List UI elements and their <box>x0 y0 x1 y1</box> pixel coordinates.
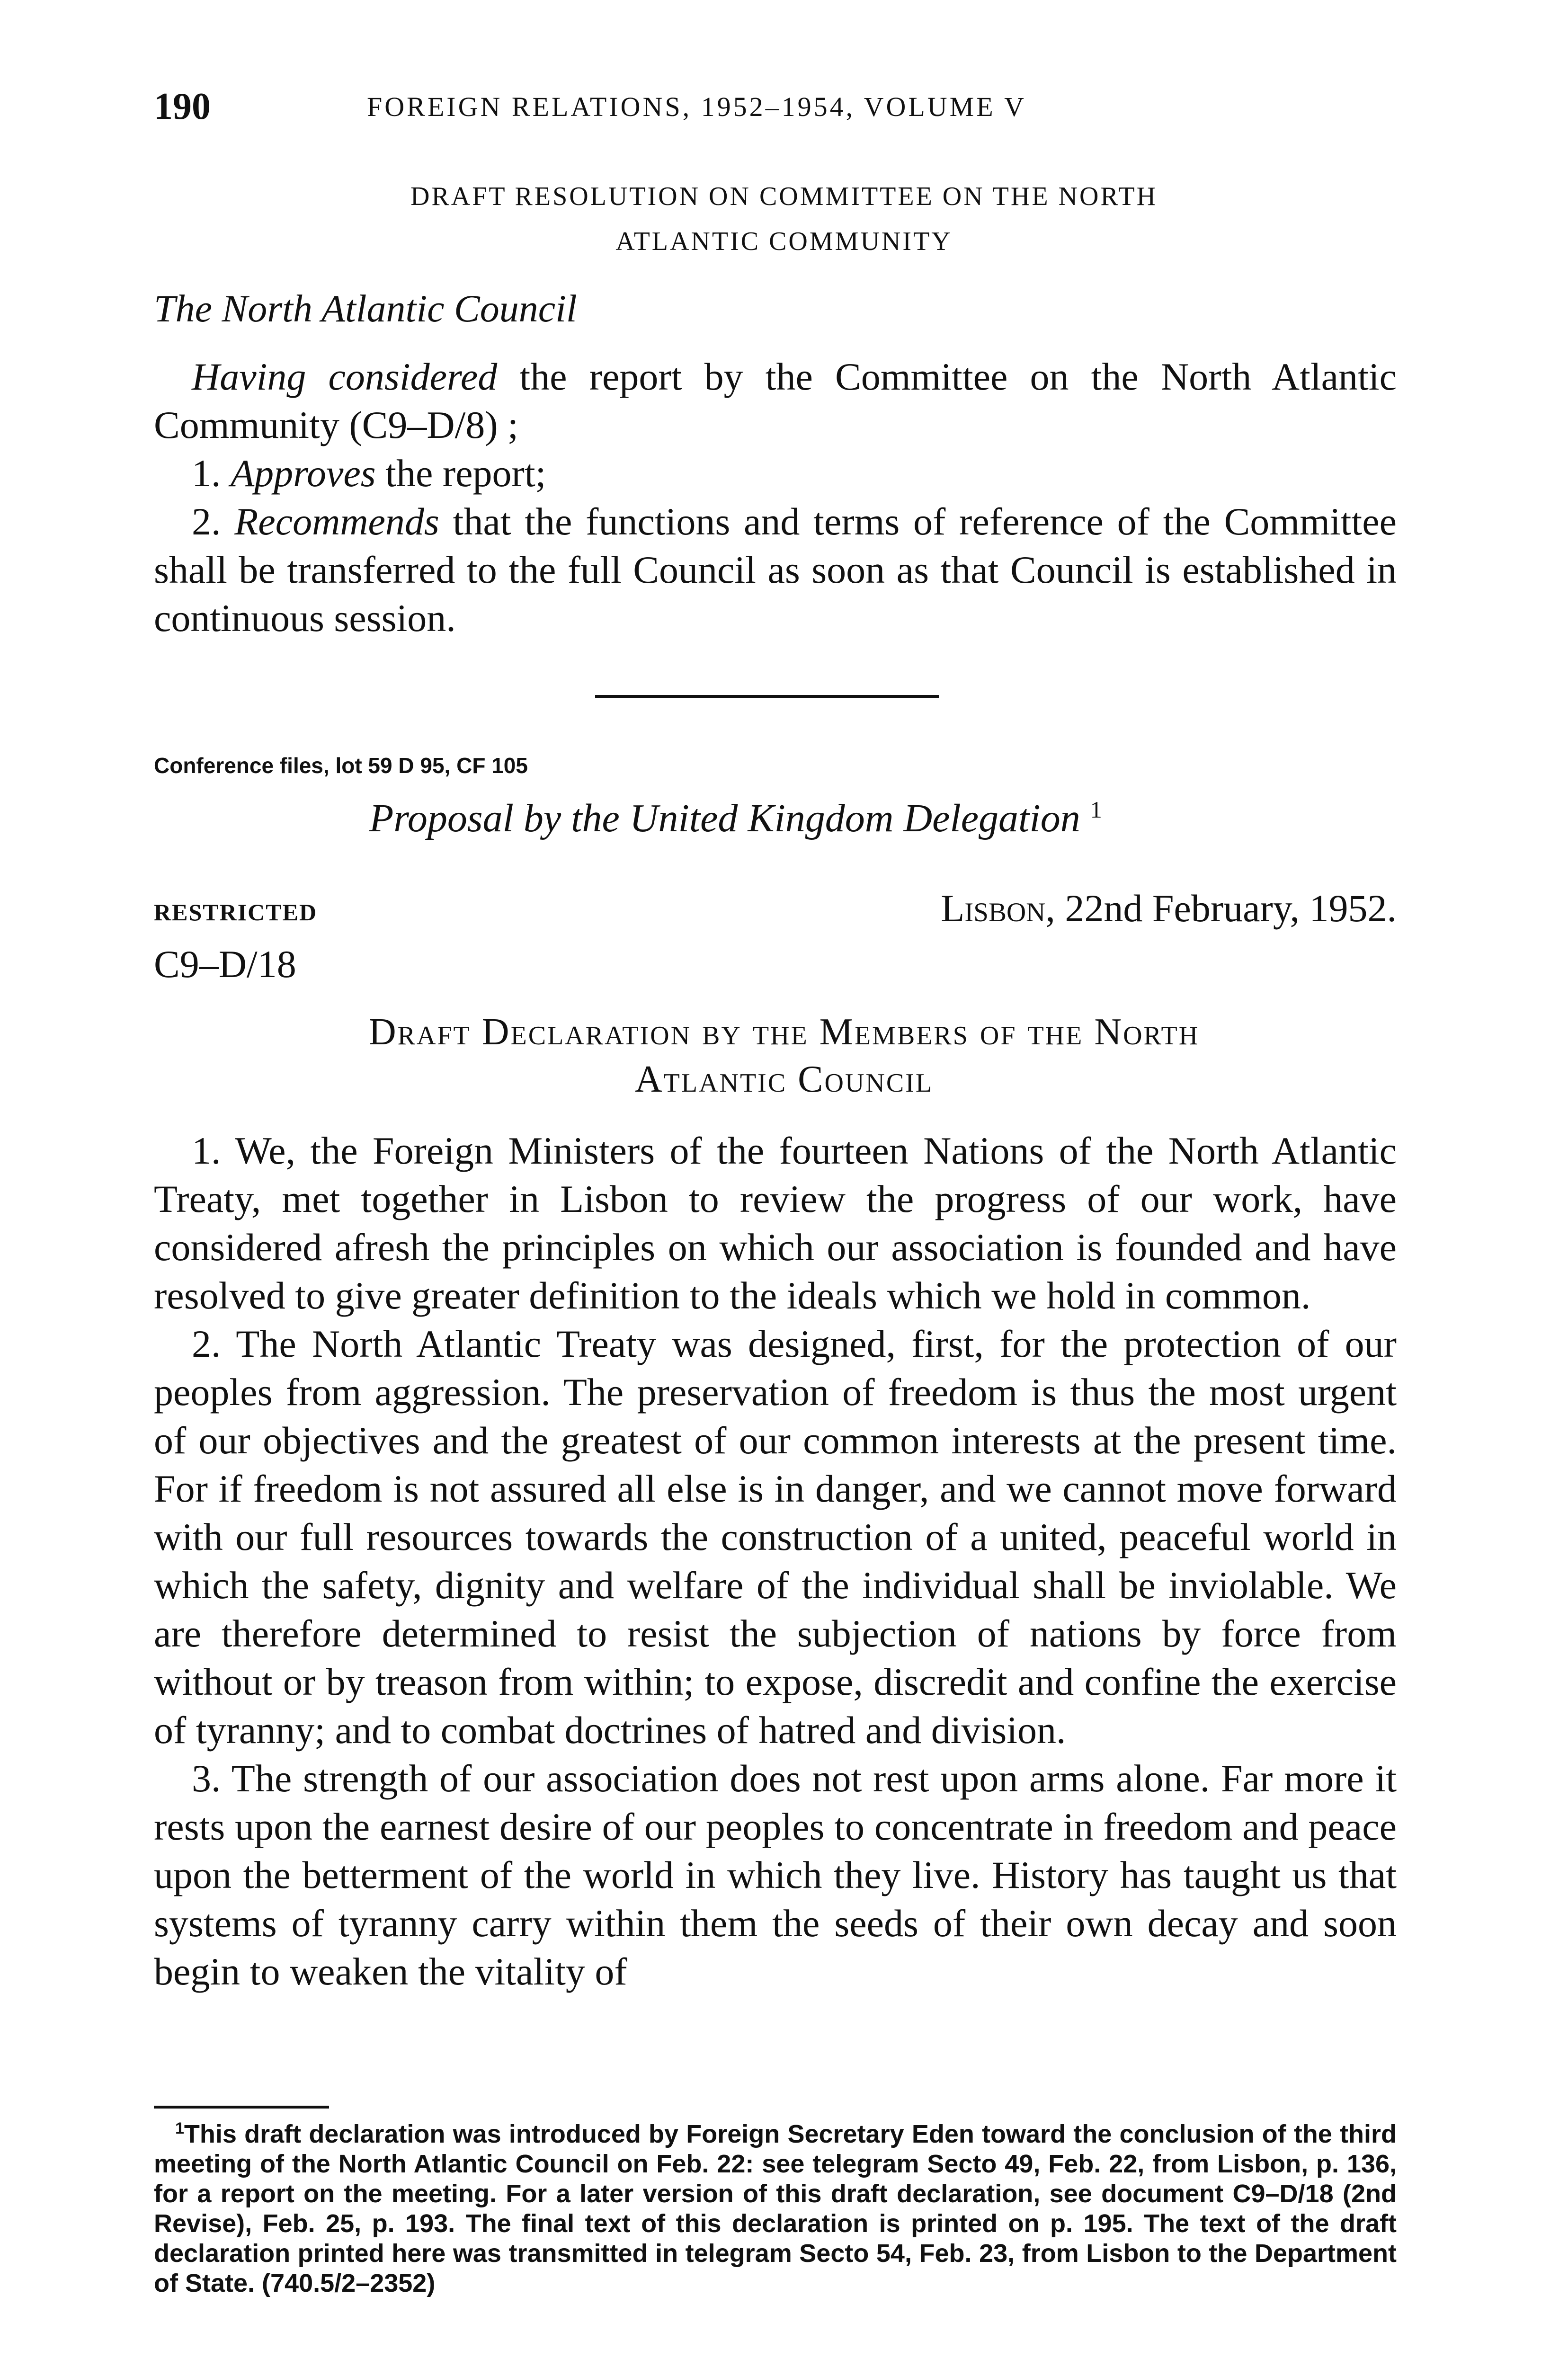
item2-text: that the functions and terms of reference of the Committee shall be transferred to the full Council as soon as that Council is established in continuous session. <box>154 500 1397 640</box>
declaration-paragraph-2: 2. The North Atlantic Treaty was designed, first, for the protection of our peoples from aggression. The preservation of freedom is thus the most urgent of our objectives and the greatest of our common interests at the present time. For if freedom is not assured all else is in danger, and we cannot move forward with our full resources towards the construction of a united, peaceful world in which the safety, dignity and welfare of the individual shall be inviolable. We are therefore determined to resist the subjection of nations by force from without or by treason from within; to expose, discredit and confine the exercise of tyranny; and to combat doctrines of hatred and division. <box>154 1322 1397 1752</box>
resolution-body <box>154 353 1397 642</box>
footnote-reference: 1 <box>1090 796 1102 823</box>
dateline-place: Lisbon <box>941 887 1046 930</box>
footnote-divider <box>154 2106 329 2109</box>
item1-italic: Approves <box>231 452 376 495</box>
source-note: Conference files, lot 59 D 95, CF 105 <box>154 753 528 778</box>
resolution-item-1 <box>154 449 1397 498</box>
declaration-paragraph-1: 1. We, the Foreign Ministers of the fourteen Nations of the North Atlantic Treaty, met together in Lisbon to review the progress of our work, have considered afresh the principles on which our association is founded and have resolved to give greater definition to the ideals which we hold in common. <box>154 1129 1397 1317</box>
resolution-heading-line2: ATLANTIC COMMUNITY <box>615 227 953 256</box>
proposal-title-text: Proposal by the United Kingdom Delegation <box>369 796 1080 840</box>
resolution-heading-line1: DRAFT RESOLUTION ON COMMITTEE ON THE NORTH <box>410 182 1158 211</box>
item-number: 1. <box>192 452 231 495</box>
council-title: The North Atlantic Council <box>154 287 577 330</box>
declaration-title-line2: Atlantic Council <box>634 1059 934 1100</box>
item1-text: the report; <box>375 452 546 495</box>
declaration-paragraph-3: 3. The strength of our association does not rest upon arms alone. Far more it rests upon the earnest desire of our peoples to concentrate in freedom and peace upon the betterment of the world in which they live. History has taught us that systems of tyranny carry within them the seeds of their own decay and soon begin to weaken the vitality of <box>154 1757 1397 1993</box>
item2-italic: Recommends <box>234 500 439 543</box>
preamble-text: the report by the Committee on the North Atlantic Community (C9–D/8) ; <box>154 355 1397 446</box>
dateline <box>941 886 1397 931</box>
page-number: 190 <box>154 86 211 127</box>
proposal-title <box>369 795 1102 841</box>
preamble-italic: Having considered <box>192 355 498 398</box>
footnote-paragraph <box>154 2114 1397 2298</box>
dateline-date: , 22nd February, 1952. <box>1045 887 1397 930</box>
classification-label: RESTRICTED <box>154 899 318 925</box>
declaration-title-line1: Draft Declaration by the Members of the North <box>368 1011 1200 1053</box>
running-title: FOREIGN RELATIONS, 1952–1954, VOLUME V <box>367 91 1026 122</box>
declaration-body <box>154 1127 1397 1996</box>
resolution-preamble <box>154 353 1397 449</box>
section-divider <box>595 695 939 698</box>
item-number: 2. <box>192 500 235 543</box>
footnote-text: This draft declaration was introduced by Foreign Secretary Eden toward the conclusion of the third meeting of the North Atlantic Council on Feb. 22: see telegram Secto 49, Feb. 22, from Lisbon, p. 136, for a report on the meeting. For a later version of this draft declaration, see document C9–D/18 (2nd Revise), Feb. 25, p. 193. The final text of this declaration is printed on p. 195. The text of the draft declaration printed here was transmitted in telegram Secto 54, Feb. 23, from Lisbon to the Department of State. (740.5/2–2352) <box>154 2120 1397 2297</box>
document-number: C9–D/18 <box>154 943 296 986</box>
resolution-item-2 <box>154 498 1397 642</box>
footnote-marker: 1 <box>175 2119 184 2137</box>
footnote <box>154 2114 1397 2298</box>
